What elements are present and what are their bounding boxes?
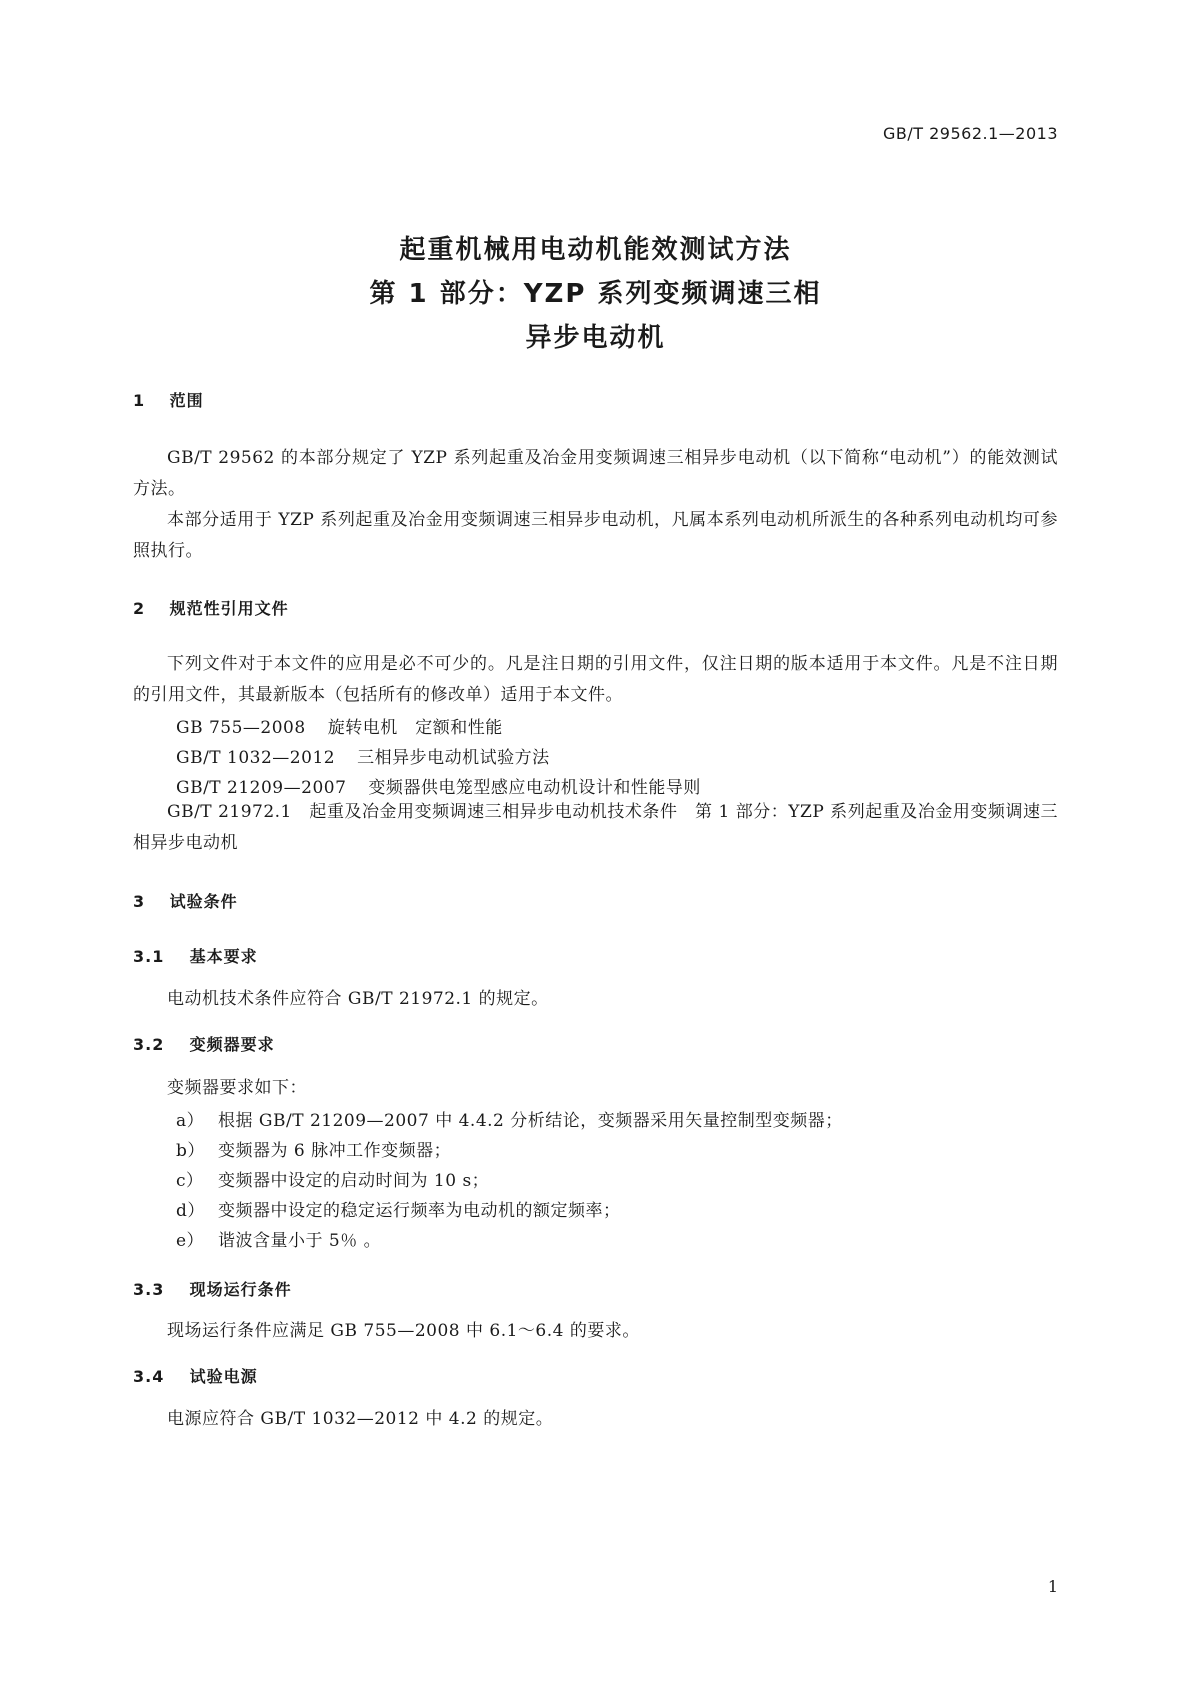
list-label: b） xyxy=(176,1141,205,1161)
reference-code: GB/T 1032—2012 xyxy=(176,748,336,768)
section-2-paragraph: 下列文件对于本文件的应用是必不可少的。凡是注日期的引用文件，仅注日期的版本适用于本文件。凡是不注日期的引用文件，其最新版本（包括所有的修改单）适用于本文件。 xyxy=(133,654,1058,705)
subsection-title: 现场运行条件 xyxy=(189,1280,292,1299)
reference-item xyxy=(176,773,701,798)
list-item xyxy=(176,1226,381,1251)
subsection-title: 试验电源 xyxy=(189,1367,258,1386)
list-text: 根据 GB/T 21209—2007 中 4.4.2 分析结论，变频器采用矢量控制型变频器； xyxy=(218,1111,843,1131)
subsection-3-3-heading xyxy=(133,1277,292,1300)
list-label: c） xyxy=(176,1171,204,1191)
section-1-paragraph-1: GB/T 29562 的本部分规定了 YZP 系列起重及冶金用变频调速三相异步电动机（以下简称“电动机”）的能效测试方法。 xyxy=(133,448,1058,499)
subsection-number: 3.3 xyxy=(133,1280,165,1299)
subsection-title: 基本要求 xyxy=(189,947,258,966)
page-number: 1 xyxy=(1047,1577,1058,1596)
subsection-3-2-intro: 变频器要求如下： xyxy=(167,1078,307,1098)
section-2-heading xyxy=(133,596,289,619)
title-line-2: 第 1 部分：YZP 系列变频调速三相 xyxy=(369,279,822,309)
standard-number: GB/T 29562.1—2013 xyxy=(882,124,1058,143)
reference-title: 变频器供电笼型感应电动机设计和性能导则 xyxy=(368,778,701,798)
list-text: 谐波含量小于 5％ 。 xyxy=(218,1231,382,1251)
list-label: d） xyxy=(176,1201,205,1221)
document-title xyxy=(0,228,1191,360)
section-title: 规范性引用文件 xyxy=(169,599,289,618)
subsection-3-2-heading xyxy=(133,1032,275,1055)
list-text: 变频器中设定的稳定运行频率为电动机的额定频率； xyxy=(218,1201,621,1221)
list-text: 变频器中设定的启动时间为 10 s； xyxy=(218,1171,490,1191)
title-line-1: 起重机械用电动机能效测试方法 xyxy=(399,235,792,265)
subsection-number: 3.2 xyxy=(133,1035,165,1054)
reference-title: 三相异步电动机试验方法 xyxy=(357,748,550,768)
reference-item-wrapped: GB/T 21972.1 起重及冶金用变频调速三相异步电动机技术条件 第 1 部分：YZP 系列起重及冶金用变频调速三相异步电动机 xyxy=(133,802,1058,853)
section-title: 试验条件 xyxy=(169,892,238,911)
list-label: e） xyxy=(176,1231,205,1251)
list-item xyxy=(176,1136,451,1161)
subsection-3-3-text: 现场运行条件应满足 GB 755—2008 中 6.1～6.4 的要求。 xyxy=(167,1321,640,1341)
list-item xyxy=(176,1196,621,1221)
subsection-3-1-text: 电动机技术条件应符合 GB/T 21972.1 的规定。 xyxy=(167,989,549,1009)
subsection-number: 3.1 xyxy=(133,947,165,966)
reference-title: 旋转电机 定额和性能 xyxy=(327,718,503,738)
section-1-paragraph-2: 本部分适用于 YZP 系列起重及冶金用变频调速三相异步电动机，凡属本系列电动机所派生的各种系列电动机均可参照执行。 xyxy=(133,510,1058,561)
subsection-title: 变频器要求 xyxy=(189,1035,275,1054)
list-item xyxy=(176,1166,489,1191)
section-3-heading xyxy=(133,889,238,912)
subsection-3-4-text: 电源应符合 GB/T 1032—2012 中 4.2 的规定。 xyxy=(167,1409,554,1429)
section-1-heading xyxy=(133,388,204,411)
reference-code: GB 755—2008 xyxy=(176,718,306,738)
subsection-3-1-heading xyxy=(133,944,258,967)
section-number: 1 xyxy=(133,391,146,410)
reference-item xyxy=(176,743,550,768)
section-number: 3 xyxy=(133,892,146,911)
title-line-3: 异步电动机 xyxy=(525,323,666,353)
list-text: 变频器为 6 脉冲工作变频器； xyxy=(218,1141,452,1161)
reference-item xyxy=(176,713,503,738)
subsection-3-4-heading xyxy=(133,1364,258,1387)
section-title: 范围 xyxy=(169,391,204,410)
reference-code: GB/T 21209—2007 xyxy=(176,778,347,798)
list-item xyxy=(176,1106,843,1131)
list-label: a） xyxy=(176,1111,205,1131)
section-number: 2 xyxy=(133,599,146,618)
subsection-number: 3.4 xyxy=(133,1367,165,1386)
